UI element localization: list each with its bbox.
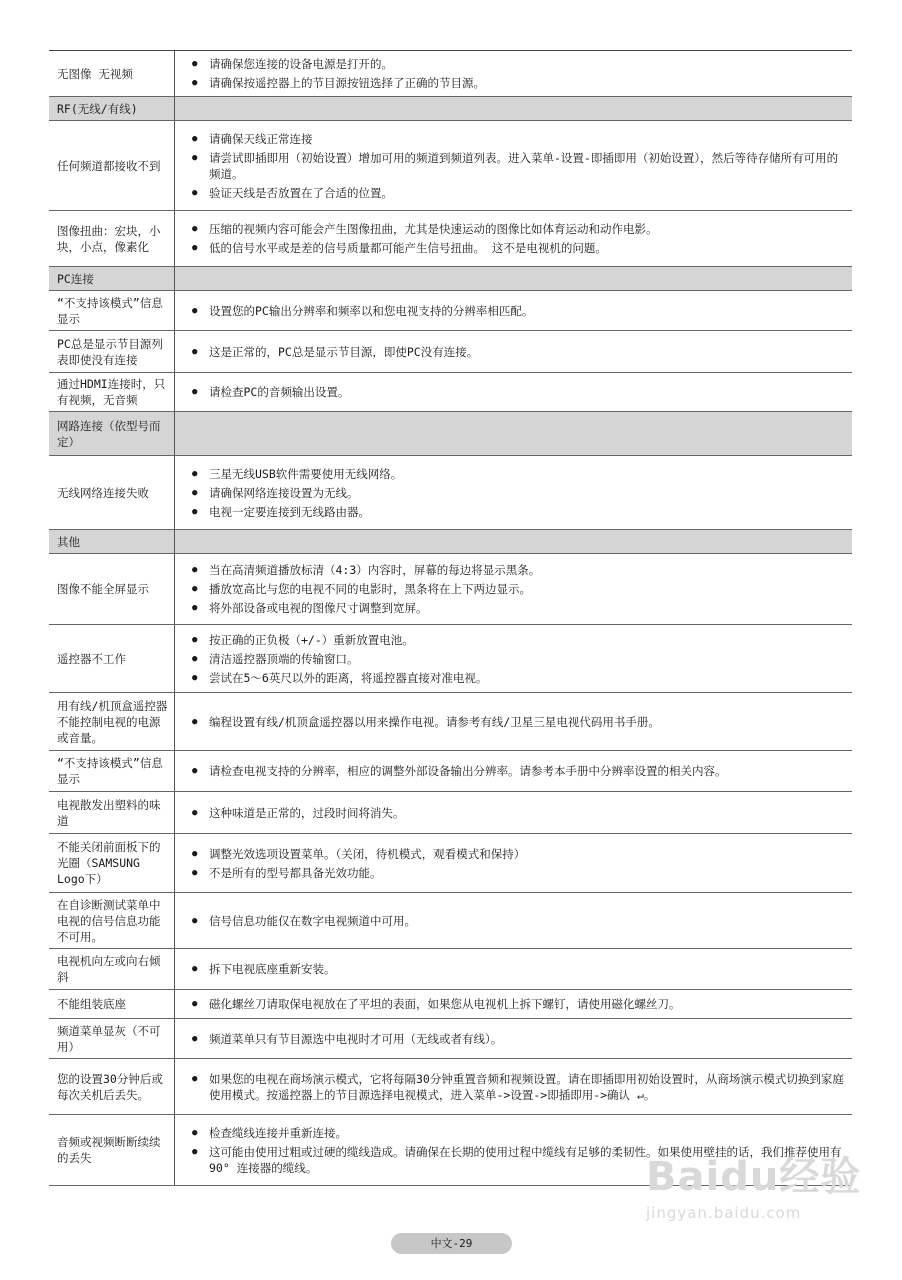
table-row [49, 1059, 852, 1115]
bullet-icon: ● [192, 848, 198, 859]
bullet-item: ● 请确保天线正常连接 [192, 131, 313, 146]
bullet-item: ● 这是正常的，PC总是显示节目源，即使PC没有连接。 [192, 344, 479, 359]
table-row [49, 554, 852, 625]
bullet-item: ● 请检查电视支持的分辨率，相应的调整外部设备输出分辨率。请参考本手册中分辨率设置的相关内容。 [192, 764, 727, 778]
bullet-icon: ● [192, 766, 198, 776]
table-row [49, 751, 852, 792]
page-number: 中文-29 [391, 1233, 512, 1254]
solution-cell [175, 949, 852, 989]
solution-cell [175, 990, 852, 1018]
bullet-item: ● 请确保您连接的设备电源是打开的。 [192, 57, 393, 71]
solution-cell [175, 834, 852, 892]
solution-cell [175, 1059, 852, 1114]
bullet-icon: ● [192, 468, 198, 479]
problem-label: 遥控器不工作 [49, 625, 175, 692]
bullet-item: ● 调整光效选项设置菜单。（关闭，待机模式，观看模式和保持） [192, 846, 526, 861]
table-row [49, 990, 852, 1019]
bullet-item: ● 拆下电视底座重新安装。 [192, 962, 336, 976]
bullet-item: ● 这种味道是正常的，过段时间将消失。 [192, 805, 405, 820]
watermark-brand: Baidu经验 [646, 1154, 862, 1200]
bullet-icon: ● [192, 133, 198, 144]
solution-cell [175, 554, 852, 624]
bullet-item: ● 清洁遥控器顶端的传输窗口。 [192, 651, 359, 666]
table-row [49, 373, 852, 412]
problem-label: 音频或视频断断续续的丢失 [49, 1115, 175, 1185]
bullet-icon: ● [192, 78, 198, 88]
baidu-watermark [646, 1145, 861, 1222]
bullet-item: ● 验证天线是否放置在了合适的位置。 [192, 185, 393, 200]
bullet-icon: ● [192, 187, 198, 198]
solution-cell [175, 893, 852, 948]
bullet-item: ● 请确保按遥控器上的节目源按钮选择了正确的节目源。 [192, 76, 485, 90]
bullet-icon: ● [192, 243, 198, 253]
bullet-item: ● 播放宽高比与您的电视不同的电影时，黑条将在上下两边显示。 [192, 582, 531, 596]
table-row [49, 291, 852, 331]
bullet-item: ● 尝试在5～6英尺以外的距离，将遥控器直接对准电视。 [192, 670, 488, 685]
solution-cell [175, 51, 852, 96]
problem-label: 任何频道都接收不到 [49, 121, 175, 210]
table-row [49, 1019, 852, 1059]
problem-label: 无线网络连接失败 [49, 456, 175, 529]
bullet-icon: ● [192, 59, 198, 69]
watermark-url: jingyan.baidu.com [646, 1204, 802, 1222]
solution-cell [175, 693, 852, 750]
problem-label: “不支持该模式”信息显示 [49, 291, 175, 330]
table-row [49, 792, 852, 834]
bullet-item: ● 信号信息功能仅在数字电视频道中可用。 [192, 913, 416, 928]
problem-label: 图像扭曲：宏块，小块，小点，像素化 [49, 211, 175, 266]
problem-label: 电视散发出塑料的味道 [49, 792, 175, 833]
table-row [49, 211, 852, 267]
bullet-icon: ● [192, 1073, 198, 1084]
bullet-item: ● 如果您的电视在商场演示模式，它将每隔30分钟重置音频和视频设置。请在即插即用初始设置时，从商场演示模式切换到家庭使用模式。按遥控器上的节目源选择电视模式，进入菜单->设置->即插即用->确认 ↵。 [192, 1071, 844, 1102]
bullet-item: ● 压缩的视频内容可能会产生图像扭曲，尤其是快速运动的图像比如体育运动和动作电影。 [192, 222, 658, 236]
bullet-item: ● 电视一定要连接到无线路由器。 [192, 504, 370, 519]
bullet-item: ● 请尝试即插即用（初始设置）增加可用的频道到频道列表。进入菜单-设置-即插即用（初始设置），然后等待存储所有可用的频道。 [192, 150, 839, 181]
problem-label: “不支持该模式”信息显示 [49, 751, 175, 791]
section-header-row [49, 412, 852, 456]
solution-cell [175, 1019, 852, 1058]
section-label: 其他 [49, 530, 175, 553]
bullet-item: ● 低的信号水平或是差的信号质量都可能产生信号扭曲。 这不是电视机的问题。 [192, 241, 607, 255]
problem-label: 不能关闭前面板下的光圈（SAMSUNG Logo下） [49, 834, 175, 892]
problem-label: 电视机向左或向右倾斜 [49, 949, 175, 989]
solution-cell [175, 211, 852, 266]
bullet-icon: ● [192, 999, 198, 1009]
section-header-row [49, 530, 852, 554]
bullet-icon: ● [192, 672, 198, 683]
bullet-icon: ● [192, 487, 198, 498]
problem-label: 您的设置30分钟后或每次关机后丢失。 [49, 1059, 175, 1114]
bullet-item: ● 频道菜单只有节目源选中电视时才可用（无线或者有线）。 [192, 1031, 503, 1046]
bullet-item: ● 这可能由使用过粗或过硬的缆线造成。请确保在长期的使用过程中缆线有足够的柔韧性。如果使用壁挂的话，我们推荐使用有90° 连接器的缆线。 [192, 1144, 842, 1175]
bullet-icon: ● [192, 634, 198, 645]
bullet-icon: ● [192, 1146, 198, 1157]
solution-cell [175, 751, 852, 791]
bullet-icon: ● [192, 915, 198, 926]
troubleshooting-table [49, 50, 852, 1186]
bullet-icon: ● [192, 867, 198, 878]
bullet-icon: ● [192, 305, 198, 316]
problem-label: 通过HDMI连接时，只有视频，无音频 [49, 373, 175, 411]
bullet-item: ● 将外部设备或电视的图像尺寸调整到宽屏。 [192, 601, 428, 615]
bullet-item: ● 三星无线USB软件需要使用无线网络。 [192, 466, 403, 481]
solution-cell [175, 456, 852, 529]
bullet-item: ● 检查缆线连接并重新连接。 [192, 1125, 347, 1140]
bullet-item: ● 按正确的正负极（+/-）重新放置电池。 [192, 632, 414, 647]
bullet-icon: ● [192, 346, 198, 357]
problem-label: 用有线/机顶盒遥控器不能控制电视的电源或音量。 [49, 693, 175, 750]
bullet-icon: ● [192, 1033, 198, 1044]
solution-cell [175, 331, 852, 372]
bullet-icon: ● [192, 387, 198, 397]
table-row [49, 625, 852, 693]
table-row [49, 51, 852, 97]
problem-label: 图像不能全屏显示 [49, 554, 175, 624]
bullet-icon: ● [192, 1127, 198, 1138]
table-row [49, 834, 852, 893]
table-row [49, 331, 852, 373]
bullet-icon: ● [192, 603, 198, 613]
bullet-icon: ● [192, 964, 198, 974]
bullet-item: ● 磁化螺丝刀请取保电视放在了平坦的表面，如果您从电视机上拆下螺钉，请使用磁化螺丝刀。 [192, 997, 681, 1011]
bullet-icon: ● [192, 716, 198, 727]
bullet-icon: ● [192, 224, 198, 234]
section-header-row [49, 97, 852, 121]
bullet-icon: ● [192, 584, 198, 594]
solution-cell [175, 291, 852, 330]
solution-cell [175, 121, 852, 210]
bullet-icon: ● [192, 807, 198, 818]
section-label: PC连接 [49, 267, 175, 290]
bullet-item: ● 编程设置有线/机顶盒遥控器以用来操作电视。请参考有线/卫星三星电视代码用书手册。 [192, 714, 660, 729]
section-label: RF(无线/有线) [49, 97, 175, 120]
solution-cell [175, 625, 852, 692]
table-row [49, 121, 852, 211]
solution-cell [175, 373, 852, 411]
section-header-row [49, 267, 852, 291]
bullet-item: ● 设置您的PC输出分辨率和频率以和您电视支持的分辨率相匹配。 [192, 303, 534, 318]
bullet-item: ● 当在高清频道播放标清（4:3）内容时，屏幕的每边将显示黑条。 [192, 563, 541, 577]
bullet-icon: ● [192, 152, 198, 163]
table-row [49, 456, 852, 530]
bullet-icon: ● [192, 653, 198, 664]
problem-label: 无图像 无视频 [49, 51, 175, 96]
section-label: 网路连接（依型号而定） [49, 412, 175, 455]
bullet-icon: ● [192, 506, 198, 517]
table-row [49, 693, 852, 751]
problem-label: 不能组装底座 [49, 990, 175, 1018]
bullet-icon: ● [192, 565, 198, 575]
solution-cell [175, 792, 852, 833]
problem-label: PC总是显示节目源列表即使没有连接 [49, 331, 175, 372]
table-row [49, 949, 852, 990]
problem-label: 频道菜单显灰（不可用） [49, 1019, 175, 1058]
bullet-item: ● 请确保网络连接设置为无线。 [192, 485, 359, 500]
problem-label: 在自诊断测试菜单中电视的信号信息功能不可用。 [49, 893, 175, 948]
bullet-item: ● 不是所有的型号都具备光效功能。 [192, 865, 382, 880]
table-row [49, 893, 852, 949]
bullet-item: ● 请检查PC的音频输出设置。 [192, 385, 350, 399]
